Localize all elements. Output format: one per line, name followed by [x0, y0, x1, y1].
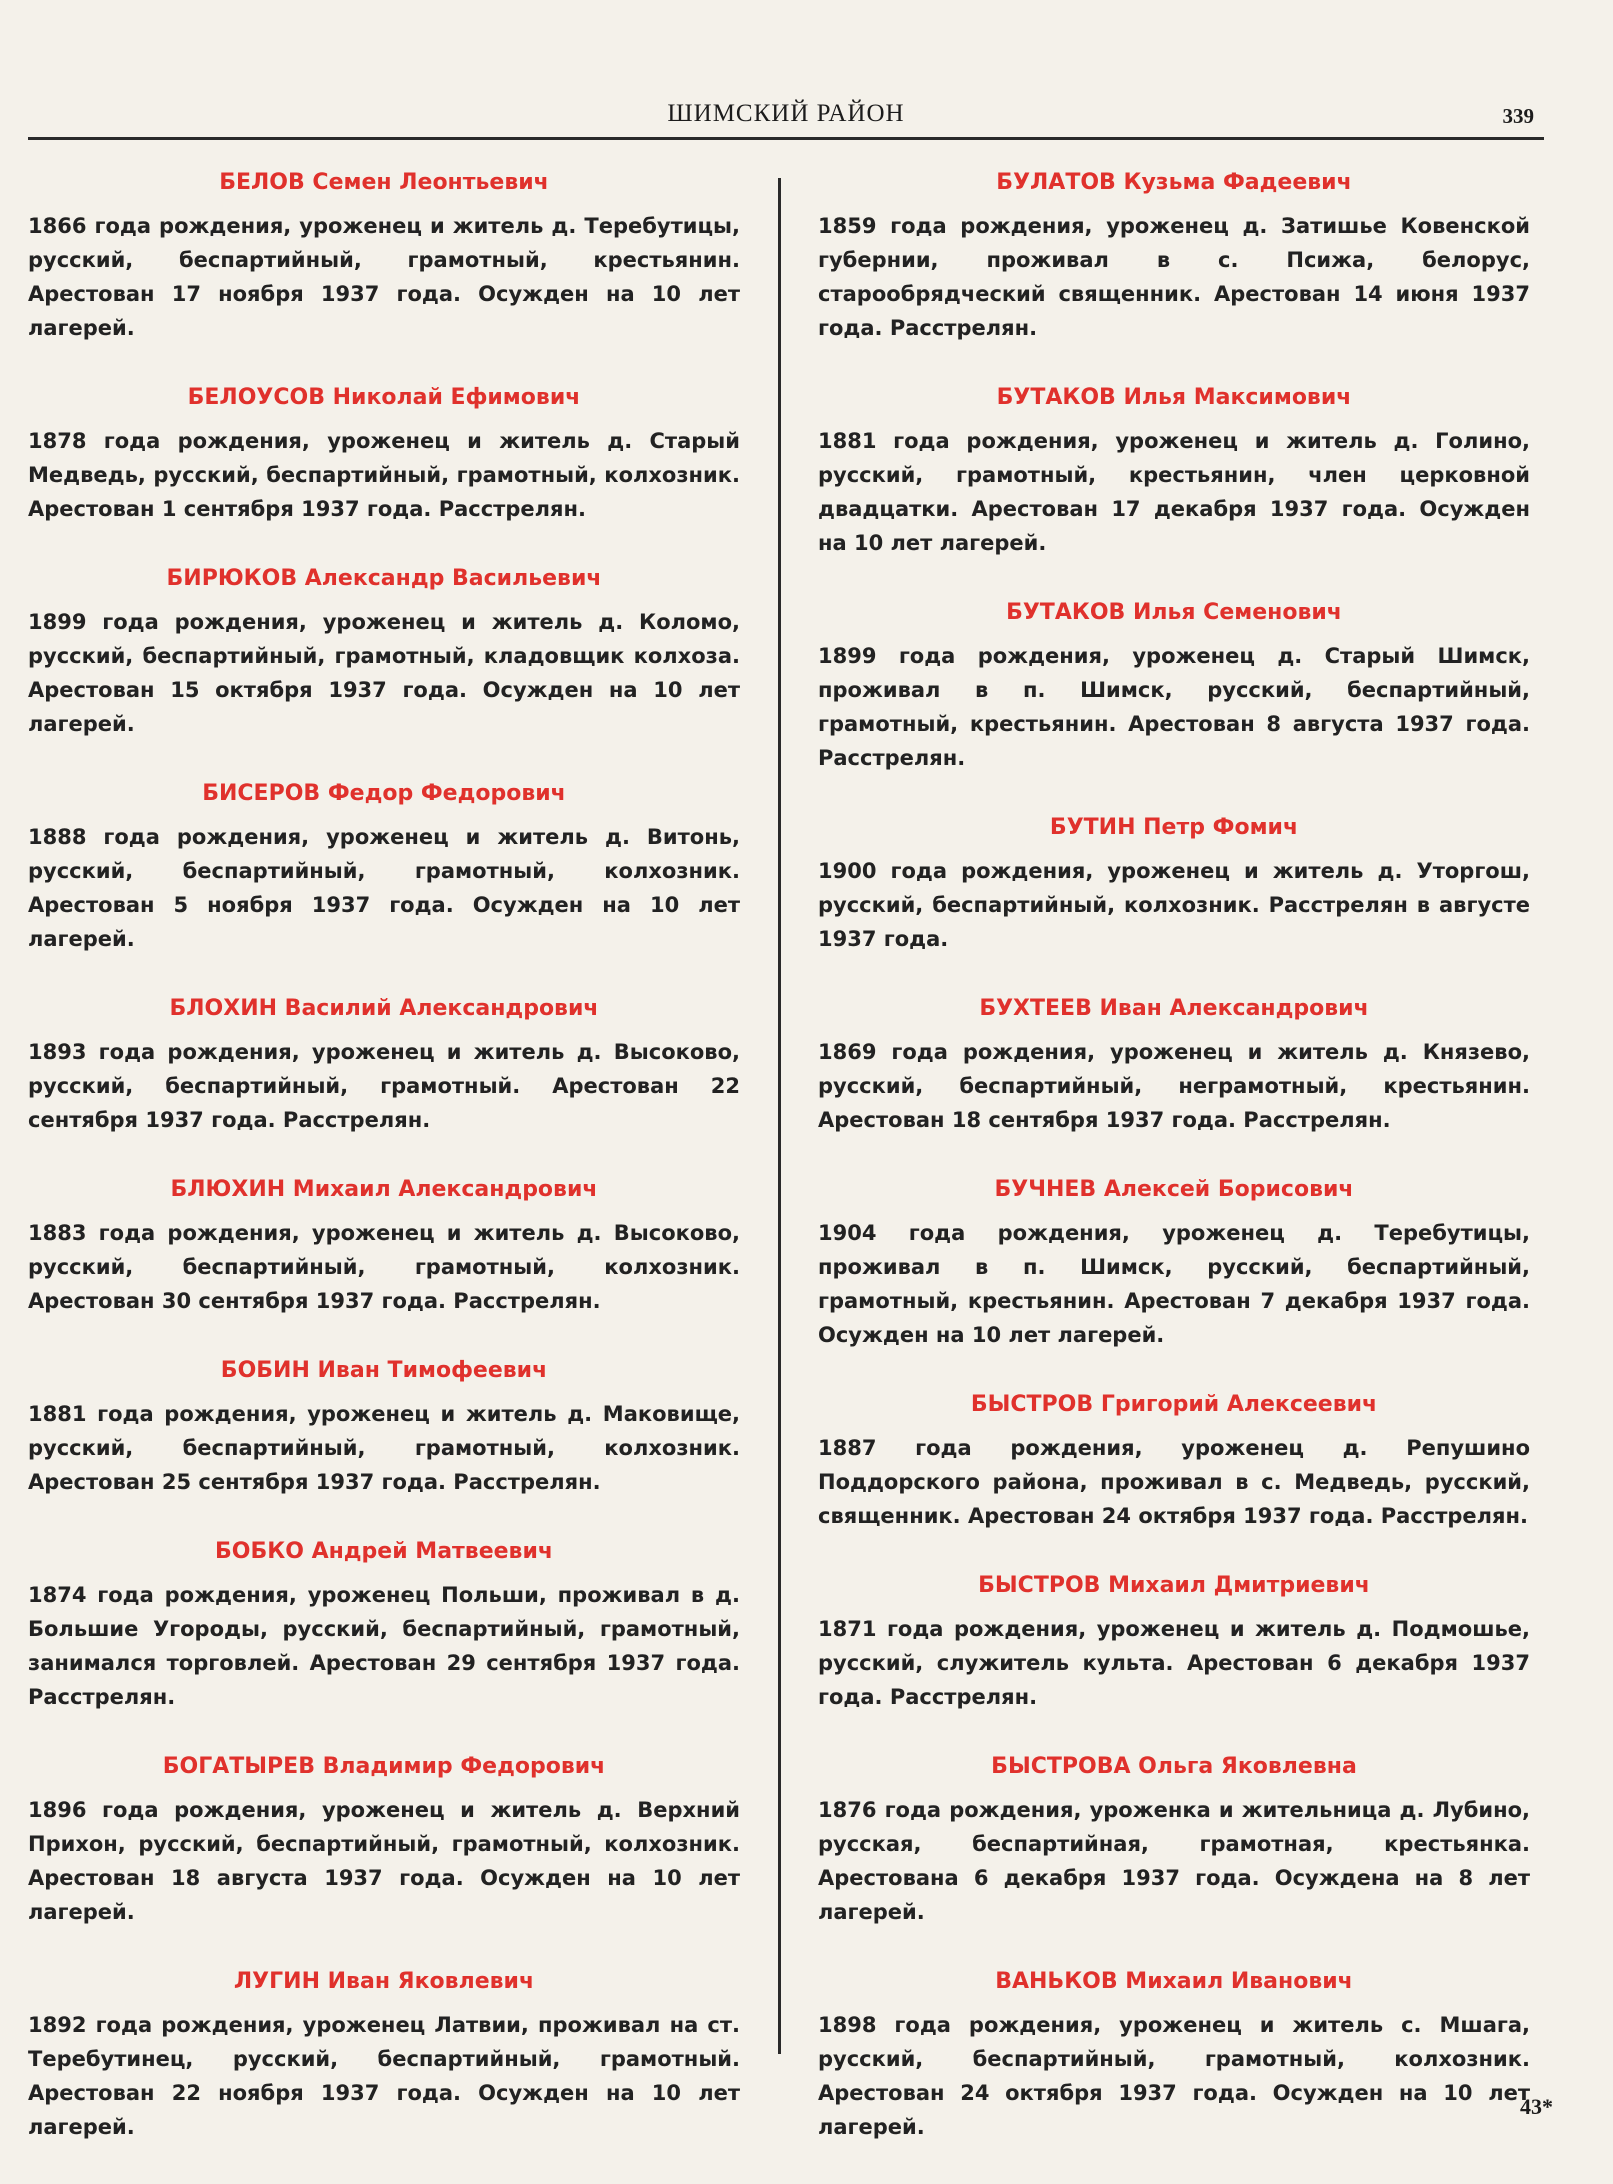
entry-text: 1896 года рождения, уроженец и житель д. Верхний Прихон, русский, беспартийный, грамотный, колхозник. Арестован 18 августа 1937 года. Осужден на 10 лет лагерей. [28, 1798, 740, 1924]
entry-name: ВАНЬКОВ Михаил Иванович [995, 1969, 1353, 1994]
entry-name: БЛОХИН Василий Александрович [169, 996, 599, 1021]
entry-name: БЫСТРОВ Михаил Дмитриевич [978, 1573, 1370, 1598]
entry [818, 170, 1530, 345]
entry [28, 781, 740, 956]
entry-name: БУТАКОВ Илья Максимович [996, 385, 1352, 410]
entry-text: 1888 года рождения, уроженец и житель д. Витонь, русский, беспартийный, грамотный, колхозник. Арестован 5 ноября 1937 года. Осужден на 10 лет лагерей. [28, 825, 740, 951]
left-column [28, 170, 740, 2184]
entry-name: БУТАКОВ Илья Семенович [1006, 600, 1342, 625]
entry-text: 1866 года рождения, уроженец и житель д. Теребутицы, русский, беспартийный, грамотный, крестьянин. Арестован 17 ноября 1937 года. Осужден на 10 лет лагерей. [28, 214, 740, 340]
entry-text: 1887 года рождения, уроженец д. Репушино Поддорского района, проживал в с. Медведь, русский, священник. Арестован 24 октября 1937 года. Расстрелян. [818, 1436, 1530, 1528]
entry-text: 1899 года рождения, уроженец д. Старый Шимск, проживал в п. Шимск, русский, беспартийный, грамотный, крестьянин. Арестован 8 августа 1937 года. Расстрелян. [818, 644, 1530, 770]
entry [28, 1539, 740, 1714]
entry [28, 1754, 740, 1929]
entry [28, 566, 740, 741]
entry-name: БУЛАТОВ Кузьма Фадеевич [996, 170, 1352, 195]
entry-name: БОБИН Иван Тимофеевич [220, 1358, 548, 1383]
entry-text: 1904 года рождения, уроженец д. Теребутицы, проживал в п. Шимск, русский, беспартийный, грамотный, крестьянин. Арестован 7 декабря 1937 года. Осужден на 10 лет лагерей. [818, 1221, 1530, 1347]
entry-name: БУХТЕЕВ Иван Александрович [979, 996, 1369, 1021]
entry [818, 1754, 1530, 1929]
entry-name: БОБКО Андрей Матвеевич [214, 1539, 553, 1564]
entry-name: БИРЮКОВ Александр Васильевич [166, 566, 602, 591]
entry [818, 1392, 1530, 1533]
entry-text: 1878 года рождения, уроженец и житель д. Старый Медведь, русский, беспартийный, грамотный, колхозник. Арестован 1 сентября 1937 года. Расстрелян. [28, 429, 740, 521]
entry [818, 996, 1530, 1137]
entry-name: БЫСТРОВА Ольга Яковлевна [991, 1754, 1357, 1779]
entry [28, 170, 740, 345]
entry [28, 1969, 740, 2144]
entry [28, 996, 740, 1137]
entry-text: 1859 года рождения, уроженец д. Затишье Ковенской губернии, проживал в с. Псижа, белорус, старообрядческий священник. Арестован 14 июня 1937 года. Расстрелян. [818, 214, 1530, 340]
entry-text: 1893 года рождения, уроженец и житель д. Высоково, русский, беспартийный, грамотный. Арестован 22 сентября 1937 года. Расстрелян. [28, 1040, 740, 1132]
right-column [818, 170, 1530, 2184]
entry-text: 1892 года рождения, уроженец Латвии, проживал на ст. Теребутинец, русский, беспартийный, грамотный. Арестован 22 ноября 1937 года. Осужден на 10 лет лагерей. [28, 2013, 740, 2139]
entry-name: БУЧНЕВ Алексей Борисович [994, 1177, 1354, 1202]
entry-text: 1898 года рождения, уроженец и житель с. Мшага, русский, беспартийный, грамотный, колхозник. Арестован 24 октября 1937 года. Осужден на 10 лет лагерей. [818, 2013, 1530, 2139]
entry [28, 1358, 740, 1499]
entry [818, 815, 1530, 956]
entry-text: 1876 года рождения, уроженка и жительница д. Лубино, русская, беспартийная, грамотная, крестьянка. Арестована 6 декабря 1937 года. Осуждена на 8 лет лагерей. [818, 1798, 1530, 1924]
entry-text: 1899 года рождения, уроженец и житель д. Коломо, русский, беспартийный, грамотный, кладовщик колхоза. Арестован 15 октября 1937 года. Осужден на 10 лет лагерей. [28, 610, 740, 736]
entry [818, 1969, 1530, 2144]
entry [818, 1573, 1530, 1714]
header-rule [28, 137, 1544, 140]
entry-name: БУТИН Петр Фомич [1049, 815, 1299, 840]
entry-name: БЫСТРОВ Григорий Алексеевич [970, 1392, 1378, 1417]
entry-name: БЕЛОУСОВ Николай Ефимович [187, 385, 581, 410]
entry-text: 1869 года рождения, уроженец и житель д. Князево, русский, беспартийный, неграмотный, крестьянин. Арестован 18 сентября 1937 года. Расстрелян. [818, 1040, 1530, 1132]
entry-name: БЛЮХИН Михаил Александрович [170, 1177, 598, 1202]
entry-name: БОГАТЫРЕВ Владимир Федорович [162, 1754, 606, 1779]
entry-text: 1881 года рождения, уроженец и житель д. Маковище, русский, беспартийный, грамотный, колхозник. Арестован 25 сентября 1937 года. Расстрелян. [28, 1402, 740, 1494]
entry [818, 385, 1530, 560]
entry-text: 1883 года рождения, уроженец и житель д. Высоково, русский, беспартийный, грамотный, колхозник. Арестован 30 сентября 1937 года. Расстрелян. [28, 1221, 740, 1313]
running-title: ШИМСКИЙ РАЙОН [667, 100, 905, 127]
entry-text: 1871 года рождения, уроженец и житель д. Подмошье, русский, служитель культа. Арестован 6 декабря 1937 года. Расстрелян. [818, 1617, 1530, 1709]
entry-name: БЕЛОВ Семен Леонтьевич [219, 170, 549, 195]
page-header [28, 96, 1544, 140]
entry-name: ЛУГИН Иван Яковлевич [233, 1969, 535, 1994]
entry [818, 1177, 1530, 1352]
page-number: 339 [1502, 104, 1534, 128]
entry [28, 1177, 740, 1318]
entry-text: 1900 года рождения, уроженец и житель д. Уторгош, русский, беспартийный, колхозник. Расстрелян в августе 1937 года. [818, 859, 1530, 951]
entry [818, 600, 1530, 775]
entry-text: 1874 года рождения, уроженец Польши, проживал в д. Большие Угороды, русский, беспартийный, грамотный, занимался торговлей. Арестован 29 сентября 1937 года. Расстрелян. [28, 1583, 740, 1709]
entry-text: 1881 года рождения, уроженец и житель д. Голино, русский, грамотный, крестьянин, член церковной двадцатки. Арестован 17 декабря 1937 года. Осужден на 10 лет лагерей. [818, 429, 1530, 555]
entry-name: БИСЕРОВ Федор Федорович [202, 781, 566, 806]
entry [28, 385, 740, 526]
column-divider [778, 178, 781, 2054]
printer-signature: 43* [1520, 2094, 1553, 2119]
